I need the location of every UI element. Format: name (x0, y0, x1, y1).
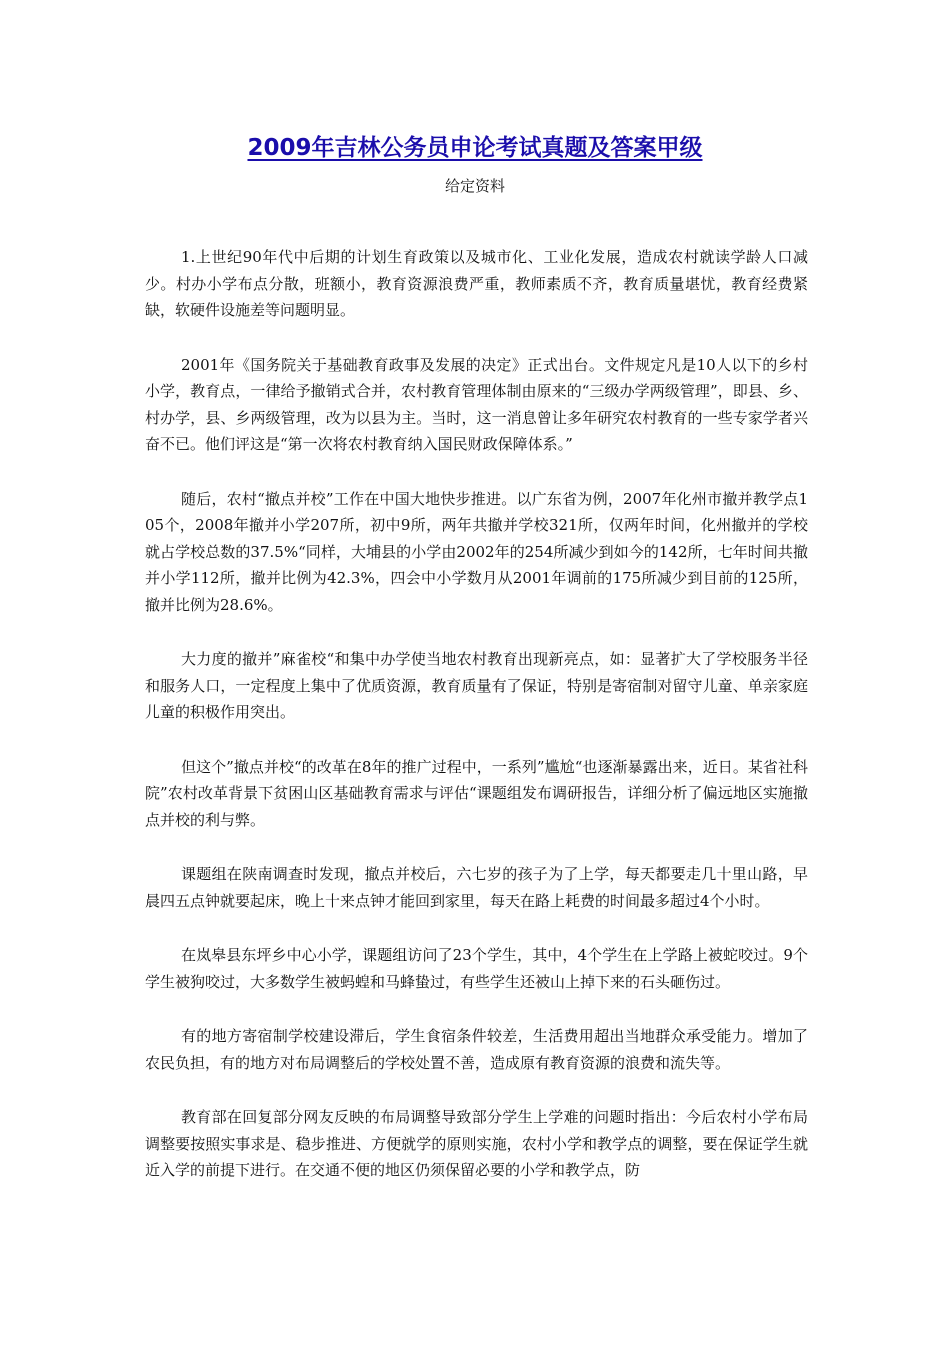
paragraph-7: 在岚皋县东坪乡中心小学，课题组访问了23个学生，其中，4个学生在上学路上被蛇咬过。9个学生被狗咬过，大多数学生被蚂蝗和马蜂蛰过，有些学生还被山上掉下来的石头砸伤过。 (145, 946, 808, 991)
document-subtitle: 给定资料 (444, 177, 505, 195)
paragraph-3: 随后，农村“撤点并校”工作在中国大地快步推进。以广东省为例，2007年化州市撤并教学点105个，2008年撤并小学207所，初中9所，两年共撤并学校321所，仅两年时间，化州撤并的学校就占学校总数的37.5%“同样，大埔县的小学由2002年的254所减少到如今的142所，七年时间共撤并小学112所，撤并比例为42.3%，四会中小学数月从2001年调前的175所减少到目前的125所，撤并比例为28.6%。 (145, 489, 808, 614)
paragraph-2: 2001年《国务院关于基础教育政事及发展的决定》正式出台。文件规定凡是10人以下的乡村小学，教育点，一律给予撤销式合并，农村教育管理体制由原来的“三级办学两级管理”，即县、乡、村办学，县、乡两级管理，改为以县为主。当时，这一消息曾让多年研究农村教育的一些专家学者兴奋不已。他们评这是“第一次将农村教育纳入国民财政保障体系。” (145, 355, 808, 453)
document-title[interactable]: 2009年吉林公务员申论考试真题及答案甲级 (247, 135, 703, 161)
paragraph-1: 1.上世纪90年代中后期的计划生育政策以及城市化、工业化发展，造成农村就读学龄人口减少。村办小学布点分散，班额小，教育资源浪费严重，教师素质不齐，教育质量堪忧，教育经费紧缺，软硬件设施差等问题明显。 (145, 248, 808, 319)
paragraph-4: 大力度的撤并”麻雀校“和集中办学使当地农村教育出现新亮点，如：显著扩大了学校服务半径和服务人口，一定程度上集中了优质资源，教育质量有了保证，特别是寄宿制对留守儿童、单亲家庭儿童的积极作用突出。 (145, 650, 808, 721)
paragraph-5: 但这个”撤点并校“的改革在8年的推广过程中，一系列”尴尬“也逐渐暴露出来，近日。某省社科院”农村改革背景下贫困山区基础教育需求与评估“课题组发布调研报告，详细分析了偏远地区实施撤点并校的利与弊。 (145, 757, 808, 829)
paragraph-8: 有的地方寄宿制学校建设滞后，学生食宿条件较差，生活费用超出当地群众承受能力。增加了农民负担，有的地方对布局调整后的学校处置不善，造成原有教育资源的浪费和流失等。 (145, 1027, 808, 1072)
paragraph-9: 教育部在回复部分网友反映的布局调整导致部分学生上学难的问题时指出：今后农村小学布局调整要按照实事求是、稳步推进、方便就学的原则实施，农村小学和教学点的调整，要在保证学生就近入学的前提下进行。在交通不便的地区仍须保留必要的小学和教学点，防 (145, 1108, 808, 1179)
document-body (145, 244, 808, 1212)
paragraph-6: 课题组在陕南调查时发现，撤点并校后，六七岁的孩子为了上学，每天都要走几十里山路，早晨四五点钟就要起床，晚上十来点钟才能回到家里，每天在路上耗费的时间最多超过4个小时。 (145, 865, 808, 910)
